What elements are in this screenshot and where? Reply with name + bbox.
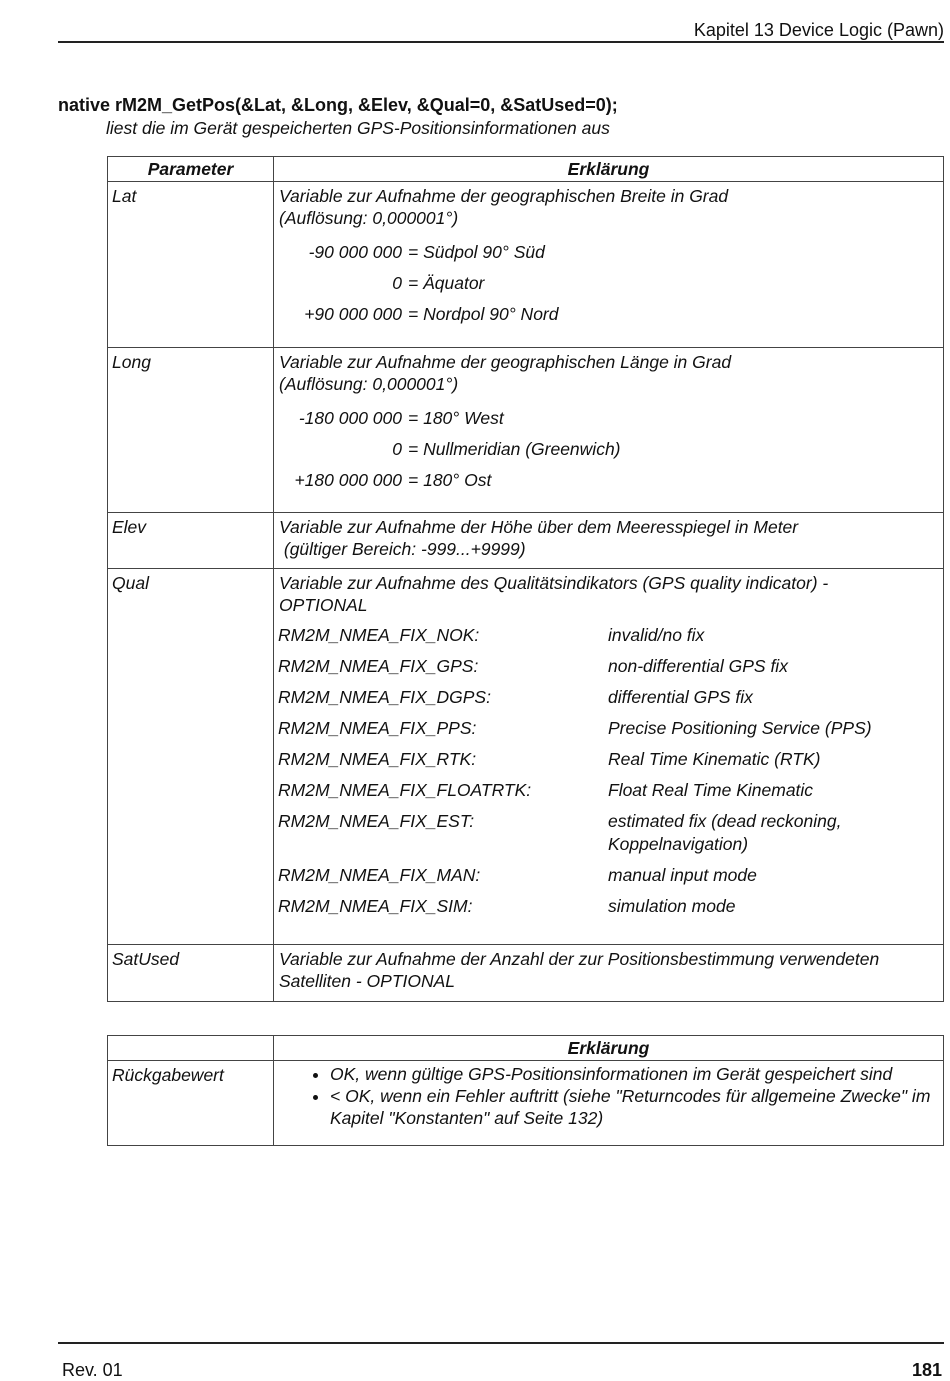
explanation-line: Variable zur Aufnahme der Anzahl der zur Positionsbestimmung verwendeten <box>279 949 880 969</box>
explanation-line: (Auflösung: 0,000001°) <box>279 208 459 228</box>
explanation-line: Satelliten - OPTIONAL <box>279 971 456 991</box>
param-name: Qual <box>112 573 149 593</box>
param-explanation-cell <box>274 945 944 1002</box>
value-row <box>286 434 621 465</box>
table-row <box>108 945 944 1002</box>
header-rule <box>58 41 944 43</box>
param-explanation <box>274 348 943 395</box>
param-name-cell <box>108 513 274 569</box>
list-item: • OK, wenn gültige GPS-Positionsinformationen im Gerät gespeichert sind <box>330 1063 943 1085</box>
code-name: RM2M_NMEA_FIX_EST: <box>278 811 475 831</box>
code-row <box>278 779 943 810</box>
param-explanation <box>274 945 943 992</box>
param-explanation <box>274 513 943 560</box>
code-name: RM2M_NMEA_FIX_FLOATRTK: <box>278 780 532 800</box>
code-name: RM2M_NMEA_FIX_DGPS: <box>278 687 491 707</box>
value-row <box>286 299 559 330</box>
list-item: • < OK, wenn ein Fehler auftritt (siehe "Returncodes für allgemeine Zwecke" im Kapitel "Konstanten" auf Seite 132) <box>330 1085 943 1129</box>
value-number: -90 000 000 <box>308 242 402 262</box>
column-header-parameter: Parameter <box>108 157 274 182</box>
code-name: RM2M_NMEA_FIX_RTK: <box>278 749 477 769</box>
code-row <box>278 864 943 895</box>
value-meaning: = 180° West <box>408 408 504 428</box>
code-description: Precise Positioning Service (PPS) <box>608 718 872 738</box>
code-description: Float Real Time Kinematic <box>608 780 814 800</box>
code-description: non-differential GPS fix <box>608 656 788 676</box>
value-meaning: = Nordpol 90° Nord <box>408 304 559 324</box>
code-name: RM2M_NMEA_FIX_GPS: <box>278 656 479 676</box>
value-number: +90 000 000 <box>304 304 402 324</box>
param-explanation <box>274 182 943 229</box>
param-name: Long <box>112 352 151 372</box>
function-description: liest die im Gerät gespeicherten GPS-Positionsinformationen aus <box>106 118 610 138</box>
code-description: manual input mode <box>608 865 757 885</box>
return-value-table <box>107 1035 944 1146</box>
param-name: SatUsed <box>112 949 180 969</box>
explanation-line: (gültiger Bereich: -999...+9999) <box>279 539 526 559</box>
value-meaning: = Südpol 90° Süd <box>408 242 545 262</box>
return-value-list <box>274 1061 943 1145</box>
explanation-line: Variable zur Aufnahme der geographischen Breite in Grad <box>279 186 729 206</box>
code-name: RM2M_NMEA_FIX_NOK: <box>278 625 480 645</box>
code-name: RM2M_NMEA_FIX_PPS: <box>278 718 477 738</box>
chapter-header: Kapitel 13 Device Logic (Pawn) <box>693 20 944 40</box>
code-name: RM2M_NMEA_FIX_MAN: <box>278 865 481 885</box>
table-row <box>108 1061 944 1146</box>
value-list <box>286 237 559 330</box>
table-row <box>108 513 944 569</box>
value-meaning: = Nullmeridian (Greenwich) <box>408 439 621 459</box>
parameter-table <box>107 156 944 1002</box>
return-label-cell <box>108 1061 274 1146</box>
param-name-cell <box>108 348 274 513</box>
explanation-line: Variable zur Aufnahme des Qualitätsindikators (GPS quality indicator) - <box>279 573 829 593</box>
value-list <box>286 403 621 496</box>
value-row <box>286 465 621 496</box>
parameter-table-header <box>108 157 944 182</box>
param-explanation-cell <box>274 348 944 513</box>
value-number: 0 <box>392 273 402 293</box>
param-explanation-cell <box>274 569 944 945</box>
code-row <box>278 810 943 864</box>
code-row <box>278 624 943 655</box>
column-header-explanation: Erklärung <box>274 157 944 182</box>
param-explanation-cell <box>274 513 944 569</box>
return-label: Rückgabewert <box>112 1065 224 1085</box>
value-number: 0 <box>392 439 402 459</box>
return-table-header <box>108 1036 944 1061</box>
code-row <box>278 895 943 926</box>
value-meaning: = 180° Ost <box>408 470 492 490</box>
empty-header-cell <box>108 1036 274 1061</box>
table-row <box>108 348 944 513</box>
value-row <box>286 403 621 434</box>
code-description: estimated fix (dead reckoning, Koppelnavigation) <box>608 811 842 854</box>
code-row <box>278 717 943 748</box>
code-description: Real Time Kinematic (RTK) <box>608 749 821 769</box>
param-name-cell <box>108 182 274 348</box>
value-row <box>286 268 559 299</box>
explanation-line: Variable zur Aufnahme der Höhe über dem Meeresspiegel in Meter <box>279 517 799 537</box>
param-explanation <box>274 569 943 616</box>
table-row <box>108 182 944 348</box>
function-signature: native rM2M_GetPos(&Lat, &Long, &Elev, &Qual=0, &SatUsed=0); <box>58 95 618 115</box>
code-name: RM2M_NMEA_FIX_SIM: <box>278 896 473 916</box>
param-name-cell <box>108 569 274 945</box>
code-description: invalid/no fix <box>608 625 705 645</box>
explanation-line: (Auflösung: 0,000001°) <box>279 374 459 394</box>
page-number: 181 <box>911 1360 942 1380</box>
value-row <box>286 237 559 268</box>
code-row <box>278 748 943 779</box>
footer-rule <box>58 1342 944 1344</box>
return-explanation-cell <box>274 1061 944 1146</box>
param-name-cell <box>108 945 274 1002</box>
value-number: -180 000 000 <box>298 408 402 428</box>
code-row <box>278 686 943 717</box>
code-description: simulation mode <box>608 896 736 916</box>
code-row <box>278 655 943 686</box>
revision-label: Rev. 01 <box>62 1360 123 1380</box>
quality-code-list <box>278 624 943 926</box>
explanation-line: Variable zur Aufnahme der geographischen Länge in Grad <box>279 352 732 372</box>
value-meaning: = Äquator <box>408 273 485 293</box>
table-row <box>108 569 944 945</box>
value-number: +180 000 000 <box>294 470 402 490</box>
explanation-line: OPTIONAL <box>279 595 368 615</box>
param-explanation-cell <box>274 182 944 348</box>
param-name: Lat <box>112 186 137 206</box>
code-description: differential GPS fix <box>608 687 753 707</box>
param-name: Elev <box>112 517 147 537</box>
column-header-explanation: Erklärung <box>274 1036 944 1061</box>
